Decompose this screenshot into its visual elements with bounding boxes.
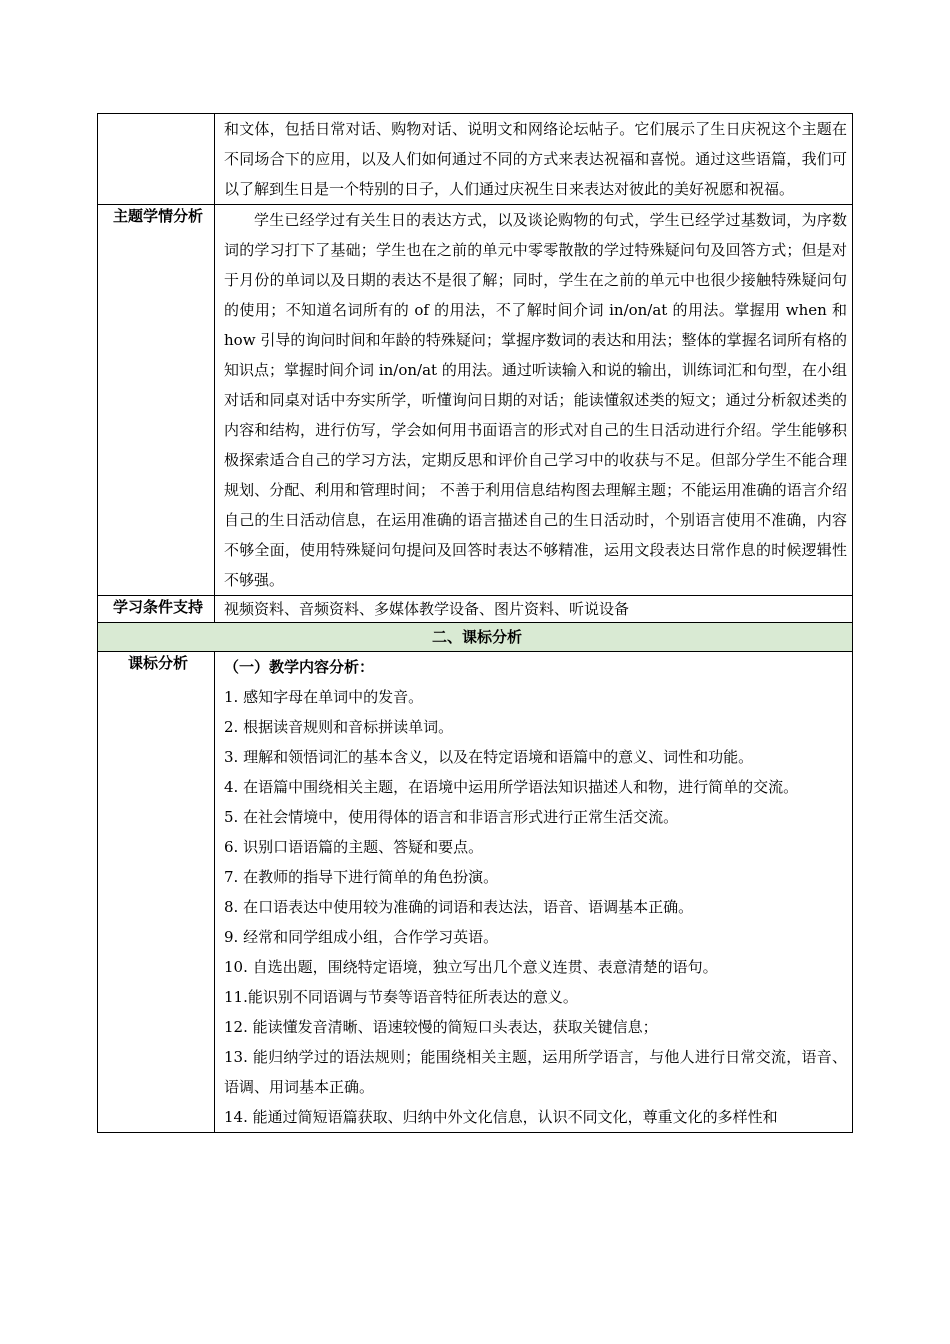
standard-item-4: 4. 在语篇中围绕相关主题，在语境中运用所学语法知识描述人和物，进行简单的交流。: [224, 778, 799, 796]
learner-analysis-cell: [215, 205, 853, 596]
learner-analysis-label: 主题学情分析: [98, 205, 215, 596]
standard-item-14: 14. 能通过简短语篇获取、归纳中外文化信息，认识不同文化，尊重文化的多样性和: [224, 1108, 778, 1126]
curriculum-analysis-cell: [215, 652, 853, 1133]
standard-item-12: 12. 能读懂发音清晰、语速较慢的简短口头表达，获取关键信息；: [224, 1018, 658, 1036]
curriculum-analysis-label: 课标分析: [98, 652, 215, 1133]
standard-item-9: 9. 经常和同学组成小组，合作学习英语。: [224, 928, 499, 946]
standard-item-8: 8. 在口语表达中使用较为准确的词语和表达法，语音、语调基本正确。: [224, 898, 694, 916]
context-text: 和文体，包括日常对话、购物对话、说明文和网络论坛帖子。它们展示了生日庆祝这个主题在不同场合下的应用，以及人们如何通过不同的方式来表达祝福和喜悦。通过这些语篇，我们可以了解到生日是一个特别的日子，人们通过庆祝生日来表达对彼此的美好祝愿和祝福。: [224, 120, 847, 198]
lesson-plan-table: [97, 113, 853, 1133]
standard-item-3: 3. 理解和领悟词汇的基本含义，以及在特定语境和语篇中的意义、词性和功能。: [224, 748, 754, 766]
standard-item-6: 6. 识别口语语篇的主题、答疑和要点。: [224, 838, 484, 856]
standard-item-2: 2. 根据读音规则和音标拼读单词。: [224, 718, 454, 736]
curriculum-analysis-row: [98, 652, 853, 1133]
learning-support-row: [98, 596, 853, 623]
learning-support-text: 视频资料、音频资料、多媒体教学设备、图片资料、听说设备: [224, 600, 630, 618]
standard-item-5: 5. 在社会情境中，使用得体的语言和非语言形式进行正常生活交流。: [224, 808, 679, 826]
section-header-row: [98, 623, 853, 652]
context-row: [98, 114, 853, 205]
learner-analysis-row: [98, 205, 853, 596]
learning-support-label: 学习条件支持: [98, 596, 215, 623]
standard-item-1: 1. 感知字母在单词中的发音。: [224, 688, 424, 706]
learning-support-cell: [215, 596, 853, 623]
context-label: [98, 114, 215, 205]
section-title: 二、课标分析: [98, 623, 853, 652]
content-analysis-subtitle: （一）教学内容分析：: [224, 658, 375, 676]
context-cell: [215, 114, 853, 205]
standard-item-13: 13. 能归纳学过的语法规则；能围绕相关主题，运用所学语言，与他人进行日常交流，语音、语调、用词基本正确。: [224, 1048, 847, 1096]
standard-item-7: 7. 在教师的指导下进行简单的角色扮演。: [224, 868, 499, 886]
standard-item-10: 10. 自选出题，围绕特定语境，独立写出几个意义连贯、表意清楚的语句。: [224, 958, 718, 976]
standard-item-11: 11.能识别不同语调与节奏等语音特征所表达的意义。: [224, 988, 578, 1006]
learner-analysis-text: 学生已经学过有关生日的表达方式，以及谈论购物的句式，学生已经学过基数词，为序数词的学习打下了基础；学生也在之前的单元中零零散散的学过特殊疑问句及回答方式；但是对于月份的单词以及日期的表达不是很了解；同时，学生在之前的单元中也很少接触特殊疑问句的使用；不知道名词所有的 of 的用法，不了解时间介词 in/on/at 的用法。掌握用 when 和 how 引导的询问时间和年龄的特殊疑问；掌握序数词的表达和用法；整体的掌握名词所有格的知识点；掌握时间介词 in/on/at 的用法。通过听读输入和说的输出，训练词汇和句型，在小组对话和同桌对话中夯实所学，听懂询问日期的对话；能读懂叙述类的短文；通过分析叙述类的内容和结构，进行仿写，学会如何用书面语言的形式对自己的生日活动进行介绍。学生能够积极探索适合自己的学习方法，定期反思和评价自己学习中的收获与不足。但部分学生不能合理规划、分配、利用和管理时间； 不善于利用信息结构图去理解主题；不能运用准确的语言介绍自己的生日活动信息，在运用准确的语言描述自己的生日活动时，个别语言使用不准确，内容不够全面，使用特殊疑问句提问及回答时表达不够精准，运用文段表达日常作息的时候逻辑性不够强。: [224, 211, 847, 589]
